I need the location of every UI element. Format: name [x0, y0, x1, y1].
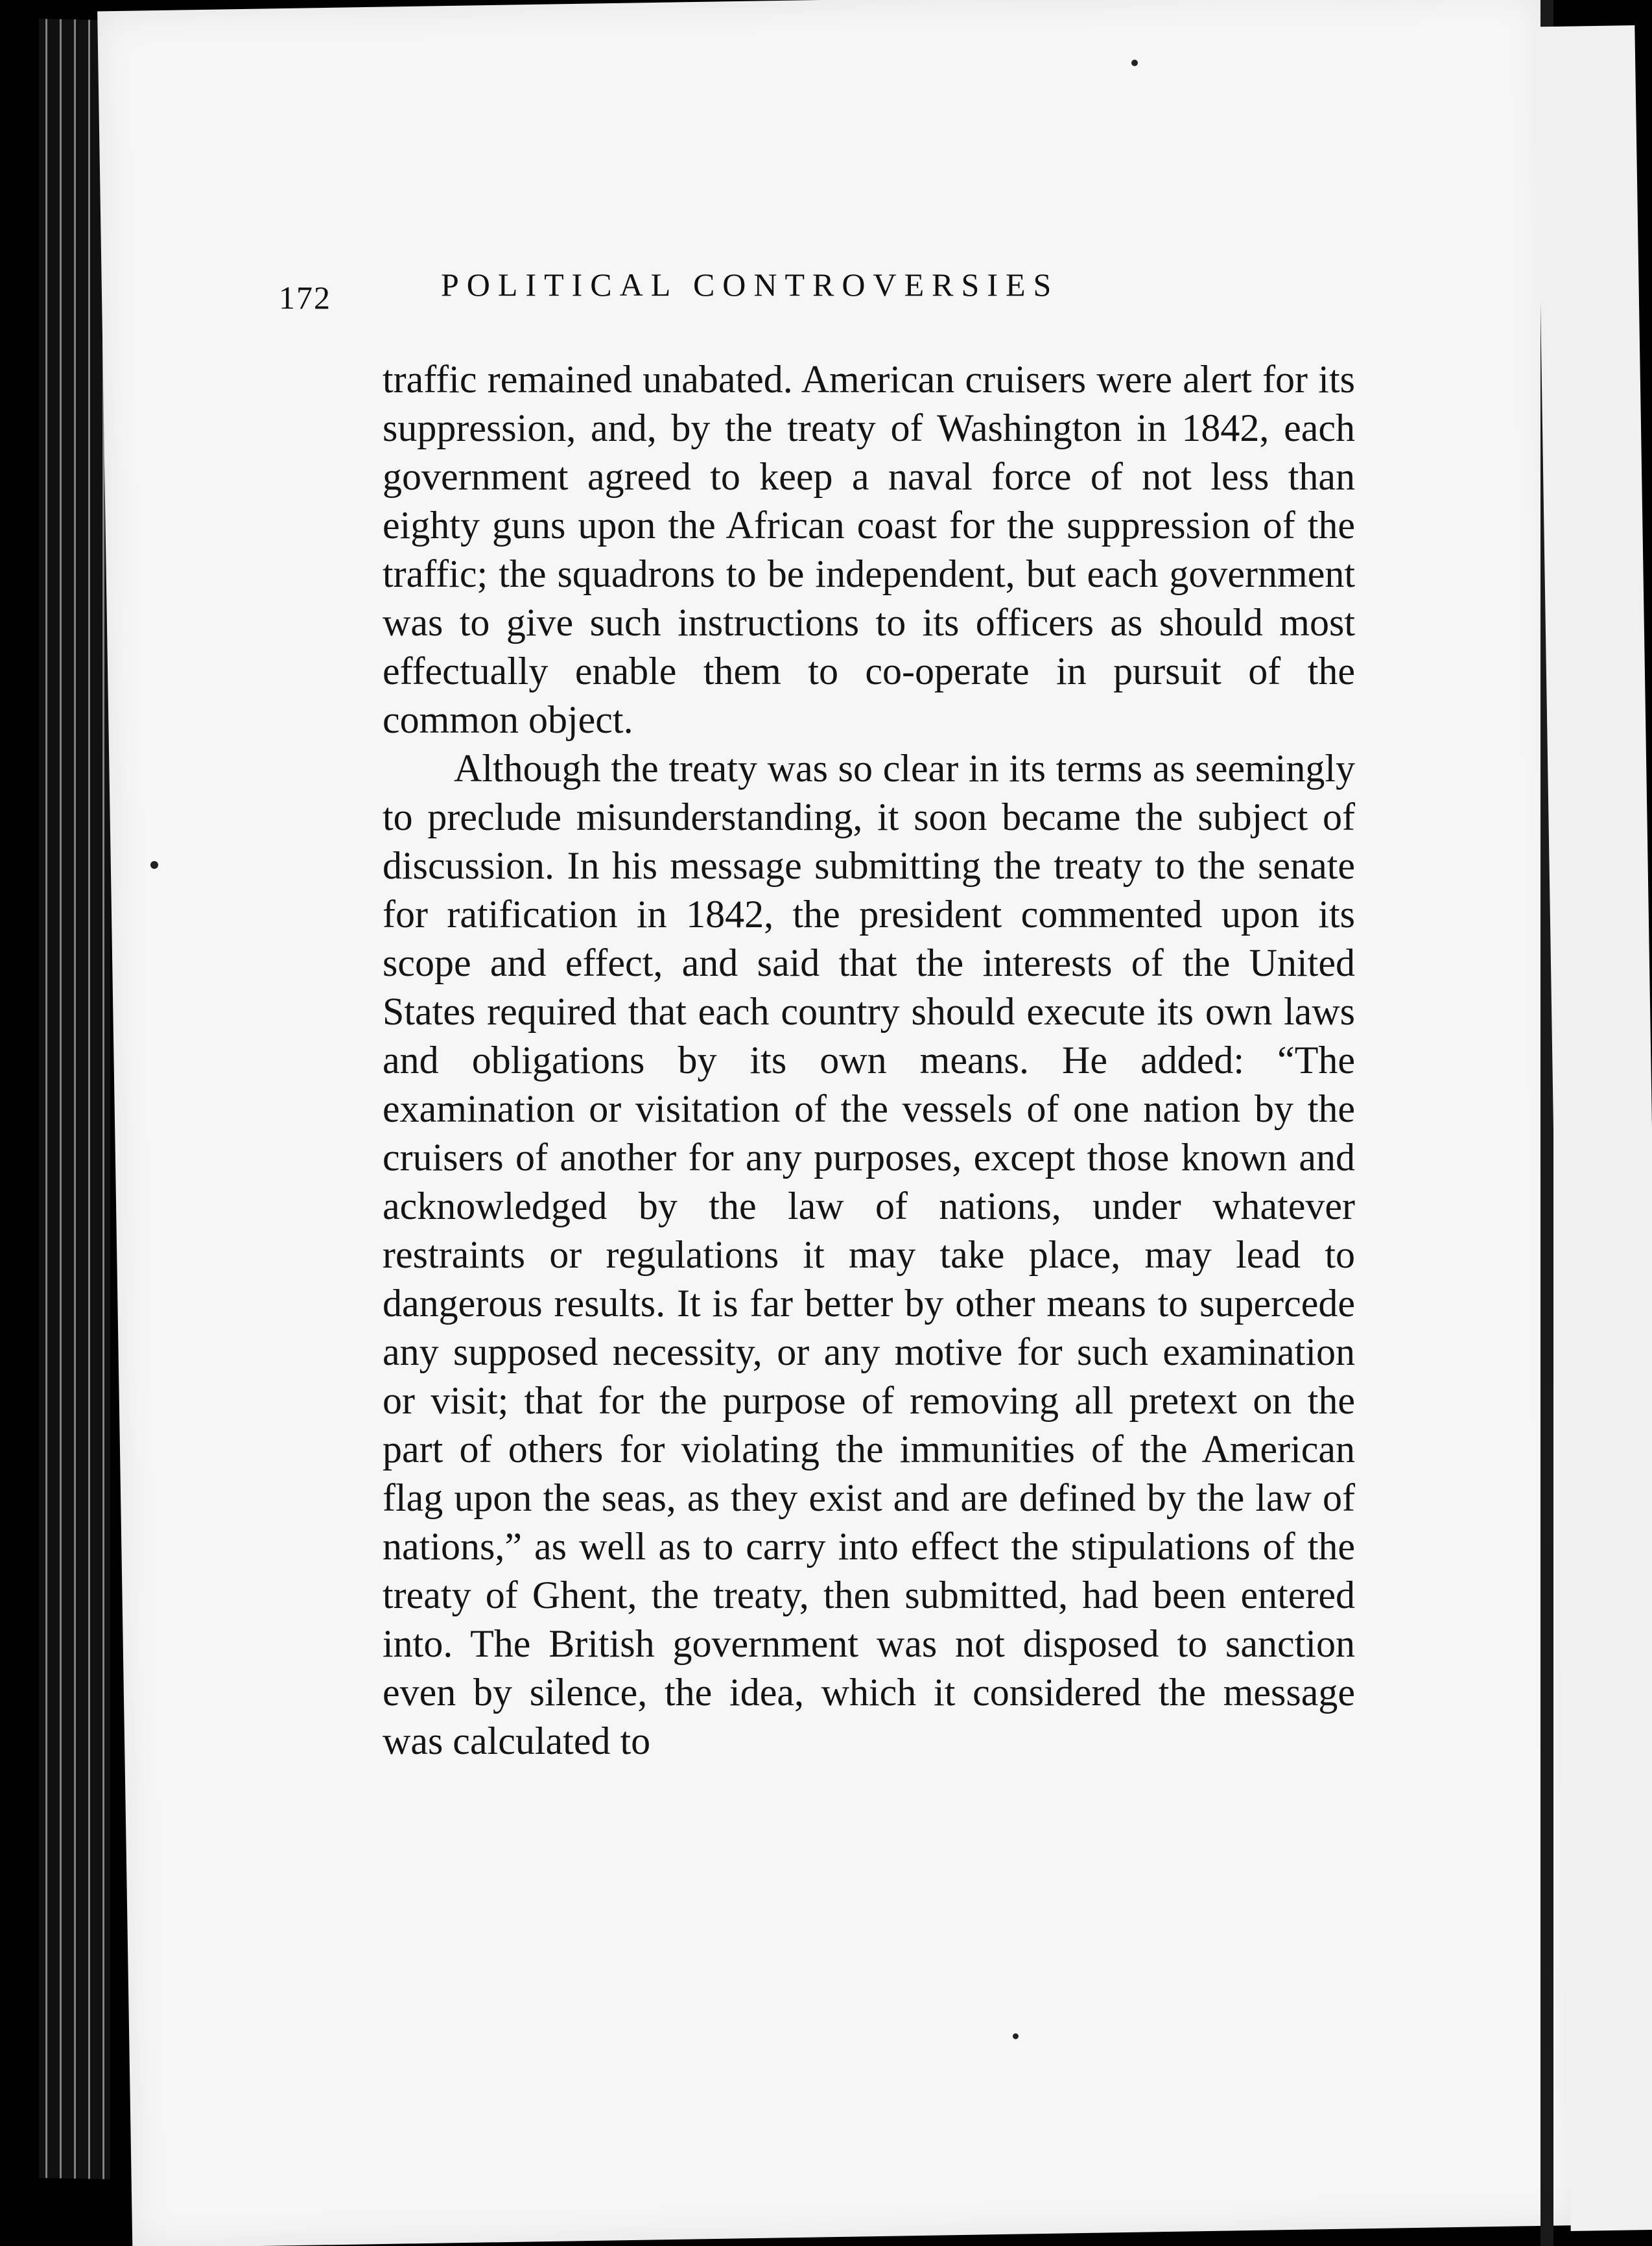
body-text	[383, 355, 1355, 1766]
scan-speck	[150, 861, 158, 869]
page-header	[279, 266, 1186, 324]
book-page-edges	[39, 19, 110, 2179]
paragraph-2: Although the treaty was so clear in its terms as seemingly to preclude misunderstanding, it soon became the subject of discussion. In his message submitting the treaty to the senate for ratification in 1842, the president commented upon its scope and effect, and said that the interests of the United States required that each country should execute its own laws and obligations by its own means. He added: “The examination or visitation of the vessels of one nation by the cruisers of another for any purposes, except those known and acknowledged by the law of nations, under whatever restraints or regulations it may take place, may lead to dangerous results. It is far better by other means to supercede any supposed necessity, or any motive for such examination or visit; that for the purpose of removing all pretext on the part of others for violating the immunities of the American flag upon the seas, as they exist and are defined by the law of nations,” as well as to carry into effect the stipulations of the treaty of Ghent, the treaty, then submitted, had been entered into. The British government was not disposed to sanction even by silence, the idea, which it considered the message was calculated to	[383, 747, 1355, 1762]
scan-speck	[1013, 2033, 1019, 2039]
page-number: 172	[279, 279, 331, 316]
scan-speck	[1131, 60, 1138, 66]
paragraph-1: traffic remained unabated. American cruisers were alert for its suppression, and, by the treaty of Washington in 1842, each government agreed to keep a naval force of not less than eighty guns upon the African coast for the suppression of the traffic; the squadrons to be independent, but each government was to give such instructions to its officers as should most effectually enable them to co-operate in pursuit of the common object.	[383, 358, 1355, 741]
running-head: POLITICAL CONTROVERSIES	[441, 266, 1059, 303]
